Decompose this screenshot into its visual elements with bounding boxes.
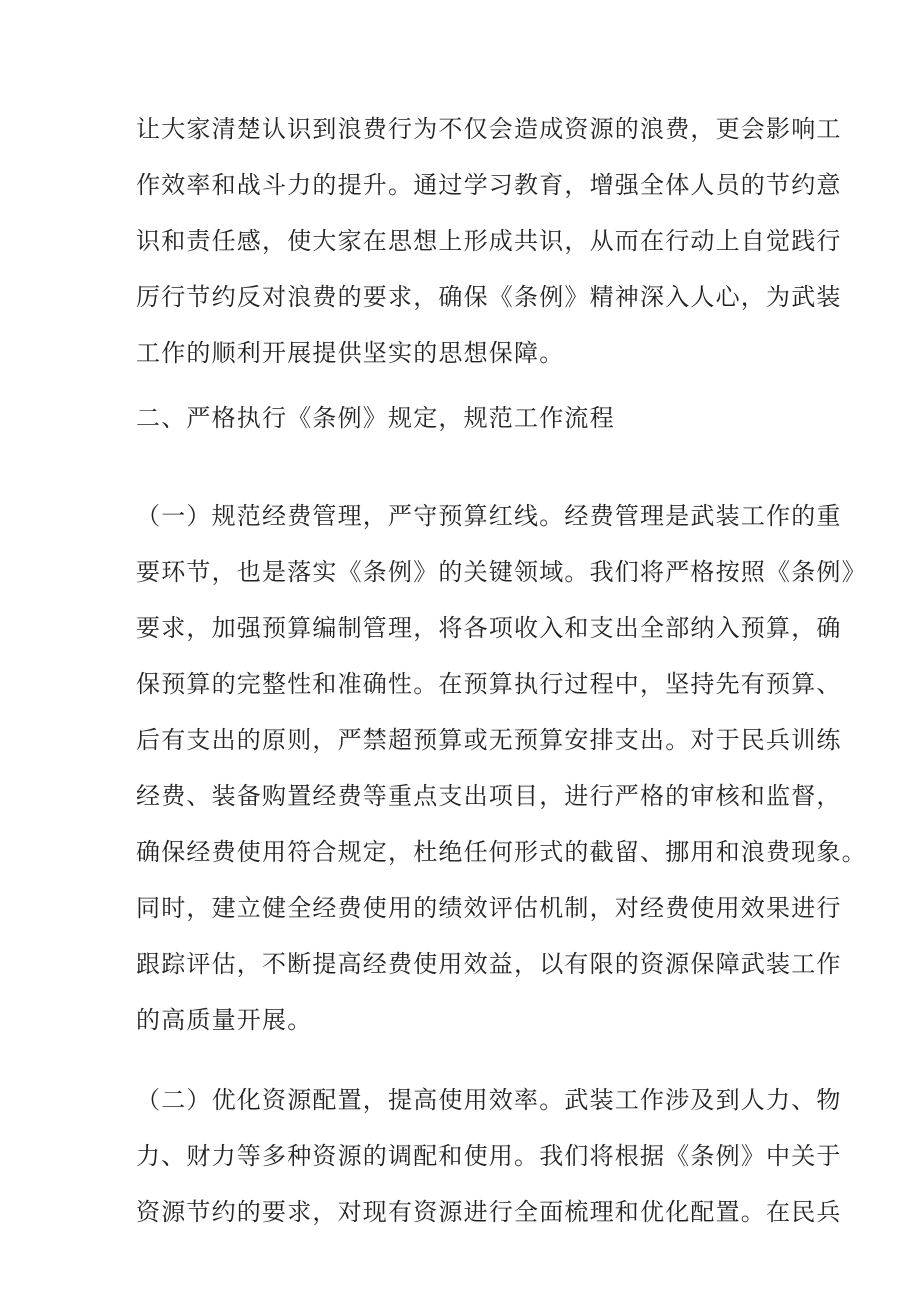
- text-line: （二）优化资源配置，提高使用效率。武装工作涉及到人力、物: [136, 1086, 842, 1114]
- text-line: 跟踪评估，不断提高经费使用效益，以有限的资源保障武装工作: [136, 950, 842, 978]
- text-line: （一）规范经费管理，严守预算红线。经费管理是武装工作的重: [136, 502, 842, 530]
- text-line: 工作的顺利开展提供坚实的思想保障。: [136, 339, 565, 367]
- text-line: 的高质量开展。: [136, 1006, 313, 1034]
- text-line: 要环节，也是落实《条例》的关键领域。我们将严格按照《条例》: [136, 558, 867, 586]
- section-heading: 二、严格执行《条例》规定，规范工作流程: [136, 404, 615, 432]
- text-line: 保预算的完整性和准确性。在预算执行过程中，坚持先有预算、: [136, 670, 842, 698]
- text-line: 作效率和战斗力的提升。通过学习教育，增强全体人员的节约意: [136, 171, 842, 199]
- text-line: 识和责任感，使大家在思想上形成共识，从而在行动上自觉践行: [136, 227, 842, 255]
- text-line: 力、财力等多种资源的调配和使用。我们将根据《条例》中关于: [136, 1142, 842, 1170]
- text-line: 要求，加强预算编制管理，将各项收入和支出全部纳入预算，确: [136, 614, 842, 642]
- text-line: 后有支出的原则，严禁超预算或无预算安排支出。对于民兵训练: [136, 726, 842, 754]
- text-line: 资源节约的要求，对现有资源进行全面梳理和优化配置。在民兵: [136, 1198, 842, 1226]
- text-line: 确保经费使用符合规定，杜绝任何形式的截留、挪用和浪费现象。: [136, 838, 867, 866]
- text-line: 厉行节约反对浪费的要求，确保《条例》精神深入人心，为武装: [136, 283, 842, 311]
- text-line: 同时，建立健全经费使用的绩效评估机制，对经费使用效果进行: [136, 894, 842, 922]
- text-line: 让大家清楚认识到浪费行为不仅会造成资源的浪费，更会影响工: [136, 115, 842, 143]
- text-line: 经费、装备购置经费等重点支出项目，进行严格的审核和监督，: [136, 782, 842, 810]
